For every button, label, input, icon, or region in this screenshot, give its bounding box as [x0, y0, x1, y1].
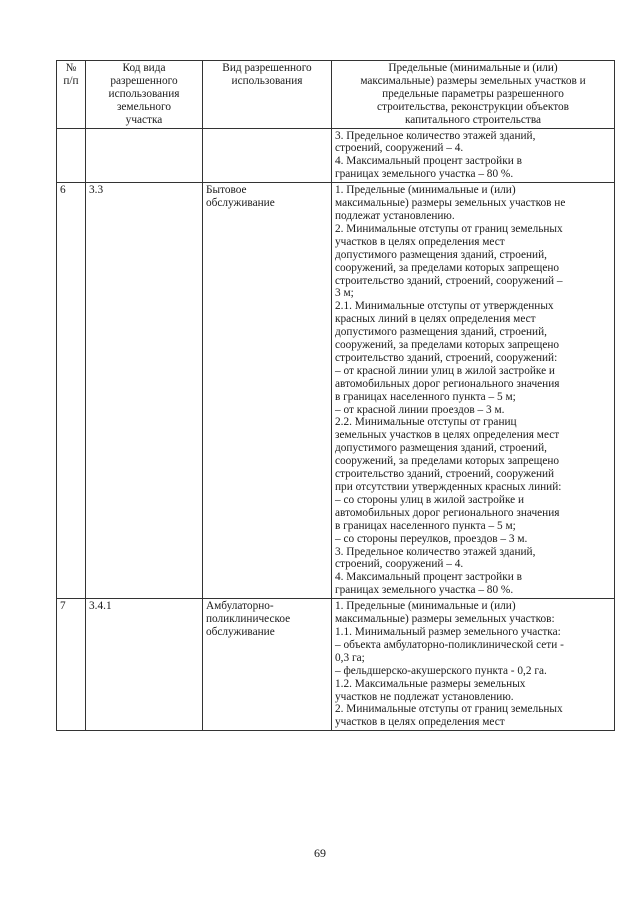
use-type-text-line: обслуживание: [206, 197, 275, 210]
use-type-text-line: Амбулаторно-: [206, 600, 274, 613]
parameter-text-line: строительство зданий, строений, сооружений:: [335, 351, 558, 364]
page-number: 69: [314, 846, 326, 860]
parameter-text-line: в границах населенного пункта – 5 м;: [335, 390, 516, 403]
parameter-text-line: 2.1. Минимальные отступы от утвержденных: [335, 300, 554, 313]
header-text-line: п/п: [63, 74, 79, 87]
header-parameters: [332, 61, 615, 129]
regulations-table: [56, 60, 615, 731]
header-text-line: максимальные) размеры земельных участков и: [360, 74, 586, 87]
parameter-text-line: земельных участков в целях определения мест: [335, 429, 560, 442]
parameter-text-line: строительство зданий, строений, сооружений: [335, 468, 555, 481]
parameter-text-line: – объекта амбулаторно-поликлинической сети -: [335, 638, 564, 651]
parameter-text-line: автомобильных дорог регионального значения: [335, 506, 560, 519]
table-header-row: [57, 61, 615, 129]
parameter-text-line: сооружений, за пределами которых запрещено: [335, 261, 560, 274]
row-use-type-cell: [203, 128, 332, 183]
use-type-text-line: Бытовое: [206, 184, 247, 197]
parameter-text-line: автомобильных дорог регионального значения: [335, 377, 560, 390]
row-parameters-cell: [332, 183, 615, 599]
parameter-text-line: максимальные) размеры земельных участков:: [335, 613, 555, 626]
row-number-cell: [57, 128, 86, 183]
parameter-text-line: участков не подлежат установлению.: [335, 690, 514, 703]
parameter-text-line: сооружений, за пределами которых запрещено: [335, 339, 560, 352]
row-number-cell: 6: [57, 183, 86, 599]
header-text-line: предельные параметры разрешенного: [382, 87, 564, 100]
row-code-cell: [86, 599, 203, 731]
parameter-text-line: – от красной линии улиц в жилой застройке и: [335, 364, 555, 377]
parameter-text-line: 1.1. Минимальный размер земельного участка:: [335, 625, 561, 638]
header-text-line: использования: [231, 74, 303, 87]
parameter-text-line: 1. Предельные (минимальные и (или): [335, 184, 516, 197]
header-code: [86, 61, 203, 129]
parameter-text-line: сооружений, за пределами которых запрещено: [335, 455, 560, 468]
header-text-line: участка: [125, 113, 163, 126]
parameter-text-line: границах земельного участка – 80 %.: [335, 584, 514, 597]
row-parameters-cell: [332, 599, 615, 731]
parameter-text-line: участков в целях определения мест: [335, 235, 505, 248]
header-text-line: №: [65, 62, 77, 74]
row-number-cell: 7: [57, 599, 86, 731]
parameter-text-line: красных линий в целях определения мест: [335, 313, 536, 326]
parameter-text-line: 1.2. Максимальные размеры земельных: [335, 677, 526, 690]
header-text-line: строительства, реконструкции объектов: [376, 100, 569, 113]
parameter-text-line: – со стороны улиц в жилой застройке и: [335, 493, 525, 506]
parameter-text-line: 3. Предельное количество этажей зданий,: [335, 545, 536, 558]
parameter-text-line: в границах населенного пункта – 5 м;: [335, 519, 516, 532]
parameter-text-line: строений, сооружений – 4.: [335, 558, 464, 571]
parameter-text-line: допустимого размещения зданий, строений,: [335, 326, 547, 339]
row-code-cell: [86, 183, 203, 599]
parameter-text-line: подлежат установлению.: [335, 209, 455, 222]
parameter-text-line: 0,3 га;: [335, 651, 365, 664]
parameter-text-line: 2. Минимальные отступы от границ земельных: [335, 703, 563, 716]
header-text-line: Код вида: [122, 62, 166, 74]
parameter-text-line: границах земельного участка – 80 %.: [335, 168, 514, 181]
parameter-text-line: участков в целях определения мест: [335, 716, 505, 729]
row-parameters-cell: [332, 128, 615, 183]
parameter-text-line: строительство зданий, строений, сооружений –: [335, 274, 563, 287]
header-text-line: Вид разрешенного: [222, 62, 312, 74]
header-text-line: использования: [108, 87, 180, 100]
parameter-text-line: 4. Максимальный процент застройки в: [335, 571, 522, 584]
parameter-text-line: максимальные) размеры земельных участков не: [335, 197, 566, 210]
use-type-text-line: поликлиническое: [206, 613, 291, 626]
code-text-line: 3.4.1: [89, 600, 112, 613]
table-row: [57, 128, 615, 183]
use-type-text-line: обслуживание: [206, 625, 275, 638]
row-use-type-cell: [203, 599, 332, 731]
parameter-text-line: 3 м;: [335, 287, 354, 300]
parameter-text-line: – от красной линии проездов – 3 м.: [335, 403, 505, 416]
parameter-text-line: 4. Максимальный процент застройки в: [335, 155, 522, 168]
header-use-type: [203, 61, 332, 129]
parameter-text-line: допустимого размещения зданий, строений,: [335, 248, 547, 261]
parameter-text-line: строений, сооружений – 4.: [335, 142, 464, 155]
parameter-text-line: допустимого размещения зданий, строений,: [335, 442, 547, 455]
header-text-line: капитального строительства: [404, 113, 542, 126]
header-number: [57, 61, 86, 129]
header-text-line: Предельные (минимальные и (или): [388, 62, 558, 74]
row-code-cell: [86, 128, 203, 183]
parameter-text-line: при отсутствии утвержденных красных линий:: [335, 481, 562, 493]
table-row: [57, 599, 615, 731]
header-text-line: земельного: [116, 100, 172, 113]
table-row: [57, 183, 615, 599]
parameter-text-line: 3. Предельное количество этажей зданий,: [335, 129, 536, 142]
header-text-line: разрешенного: [110, 74, 178, 87]
parameter-text-line: 2. Минимальные отступы от границ земельных: [335, 222, 563, 235]
parameter-text-line: 2.2. Минимальные отступы от границ: [335, 416, 517, 429]
code-text-line: 3.3: [89, 184, 104, 197]
parameter-text-line: – фельдшерско-акушерского пункта - 0,2 га.: [335, 664, 547, 677]
parameter-text-line: 1. Предельные (минимальные и (или): [335, 600, 516, 613]
parameter-text-line: – со стороны переулков, проездов – 3 м.: [335, 532, 528, 545]
row-use-type-cell: [203, 183, 332, 599]
